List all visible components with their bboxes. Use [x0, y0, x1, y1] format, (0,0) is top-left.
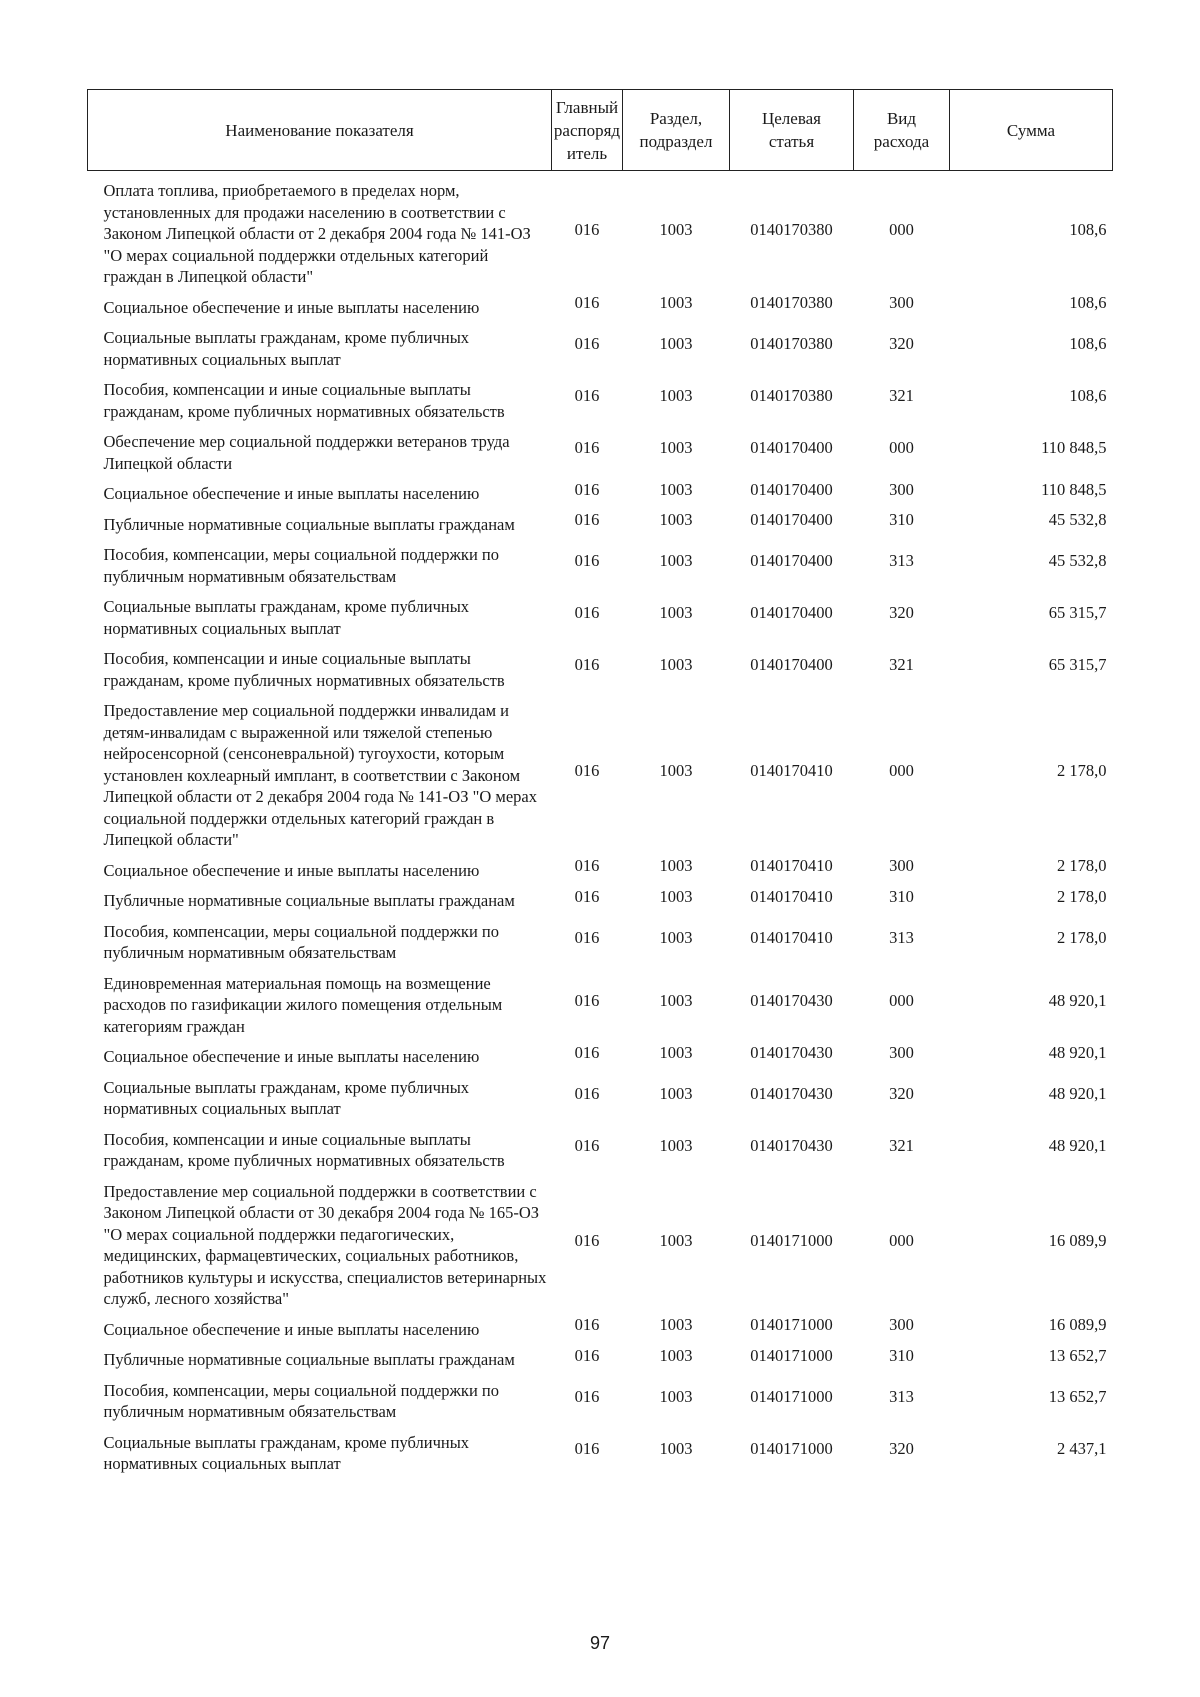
row-section-cell: 1003	[659, 1438, 693, 1458]
row-article-cell: 0140170430	[750, 1083, 833, 1103]
table-row	[88, 505, 1113, 536]
row-admin-cell: 016	[574, 1042, 600, 1062]
row-section-cell: 1003	[659, 219, 693, 239]
row-expense-type-cell: 320	[889, 1083, 914, 1103]
row-admin-cell: 016	[574, 551, 600, 571]
row-expense-type-cell: 300	[889, 1315, 914, 1334]
row-admin-cell: 016	[574, 1386, 600, 1406]
row-section-cell: 1003	[659, 1386, 693, 1406]
row-name-cell: Социальное обеспечение и иные выплаты населению	[103, 860, 480, 880]
row-sum-cell: 13 652,7	[1048, 1386, 1107, 1406]
row-expense-type-cell: 300	[889, 479, 914, 499]
row-expense-type-cell: 320	[889, 603, 914, 623]
row-expense-type-cell: 313	[889, 927, 914, 947]
row-expense-type-cell: 310	[889, 510, 914, 529]
row-sum-cell: 45 532,8	[1048, 551, 1107, 571]
row-name-cell: Единовременная материальная помощь на возмещение расходов по газификации жилого помещения отдельным категориям граждан	[103, 973, 503, 1036]
row-section-cell: 1003	[659, 655, 693, 675]
table-row	[88, 370, 1113, 422]
row-sum-cell: 110 848,5	[1041, 438, 1107, 458]
table-row	[88, 1120, 1113, 1172]
row-section-cell: 1003	[659, 1345, 693, 1365]
row-name-cell: Пособия, компенсации, меры социальной поддержки по публичным нормативным обязательствам	[103, 545, 499, 586]
row-sum-cell: 2 178,0	[1057, 856, 1107, 875]
row-admin-cell: 016	[574, 990, 600, 1010]
table-row	[88, 639, 1113, 691]
row-sum-cell: 108,6	[1069, 219, 1107, 239]
row-sum-cell: 13 652,7	[1048, 1345, 1107, 1365]
row-name-cell: Предоставление мер социальной поддержки в соответствии с Законом Липецкой области от 30 декабря 2004 года № 165-ОЗ "О мерах социальной поддержки педагогических, медицинских, фармацевтических, социальных работников, работников культуры и искусства, специалистов ветеринарных служб, лесного хозяйства"	[103, 1181, 547, 1308]
table-row	[88, 851, 1113, 882]
row-admin-cell: 016	[574, 293, 600, 312]
row-sum-cell: 16 089,9	[1048, 1315, 1107, 1334]
row-name-cell: Публичные нормативные социальные выплаты гражданам	[103, 891, 515, 910]
row-section-cell: 1003	[659, 510, 693, 529]
table-row	[88, 912, 1113, 964]
row-section-cell: 1003	[659, 293, 693, 312]
row-section-cell: 1003	[659, 1083, 693, 1103]
row-admin-cell: 016	[574, 655, 600, 675]
row-section-cell: 1003	[659, 603, 693, 623]
header-section: Раздел, подраздел	[623, 90, 730, 171]
row-sum-cell: 65 315,7	[1048, 603, 1107, 623]
row-article-cell: 0140170380	[750, 293, 833, 312]
row-sum-cell: 108,6	[1069, 334, 1107, 354]
row-admin-cell: 016	[574, 219, 600, 239]
table-row	[88, 1340, 1113, 1371]
row-name-cell: Социальное обеспечение и иные выплаты населению	[103, 1047, 480, 1066]
row-sum-cell: 48 920,1	[1048, 990, 1107, 1010]
row-article-cell: 0140170410	[750, 761, 833, 780]
row-sum-cell: 48 920,1	[1048, 1135, 1107, 1155]
row-article-cell: 0140170430	[750, 1135, 833, 1155]
row-article-cell: 0140170400	[750, 479, 833, 499]
row-section-cell: 1003	[659, 1315, 693, 1334]
row-name-cell: Пособия, компенсации и иные социальные выплаты гражданам, кроме публичных нормативных обязательств	[103, 380, 505, 421]
row-name-cell: Социальное обеспечение и иные выплаты населению	[103, 484, 480, 503]
row-name-cell: Социальные выплаты гражданам, кроме публичных нормативных социальных выплат	[103, 1077, 470, 1118]
row-expense-type-cell: 000	[889, 219, 914, 239]
row-expense-type-cell: 300	[889, 1042, 914, 1062]
row-section-cell: 1003	[659, 1230, 693, 1250]
row-admin-cell: 016	[574, 927, 600, 947]
table-row	[88, 1172, 1113, 1310]
row-sum-cell: 65 315,7	[1048, 655, 1107, 675]
row-article-cell: 0140170410	[750, 927, 833, 947]
row-name-cell: Оплата топлива, приобретаемого в пределах норм, установленных для продажи населению в соответствии с Законом Липецкой области от 2 декабря 2004 года № 141-ОЗ "О мерах социальной поддержки отдельных категорий граждан в Липецкой области"	[103, 181, 531, 286]
row-sum-cell: 2 178,0	[1057, 886, 1107, 906]
row-article-cell: 0140170400	[750, 438, 833, 458]
row-article-cell: 0140170400	[750, 510, 833, 529]
row-section-cell: 1003	[659, 386, 693, 406]
row-name-cell: Обеспечение мер социальной поддержки ветеранов труда Липецкой области	[103, 432, 510, 473]
table-row	[88, 587, 1113, 639]
table-row	[88, 964, 1113, 1038]
header-article: Целевая статья	[730, 90, 854, 171]
row-expense-type-cell: 000	[889, 990, 914, 1010]
table-row	[88, 318, 1113, 370]
page-number: 97	[589, 1633, 611, 1653]
row-name-cell: Пособия, компенсации и иные социальные выплаты гражданам, кроме публичных нормативных обязательств	[103, 1129, 505, 1170]
row-admin-cell: 016	[574, 886, 600, 906]
row-section-cell: 1003	[659, 856, 693, 875]
table-row	[88, 474, 1113, 505]
row-section-cell: 1003	[659, 438, 693, 458]
row-name-cell: Социальные выплаты гражданам, кроме публичных нормативных социальных выплат	[103, 328, 470, 369]
row-sum-cell: 2 178,0	[1057, 927, 1107, 947]
row-sum-cell: 108,6	[1069, 293, 1107, 312]
row-article-cell: 0140171000	[750, 1345, 833, 1365]
row-sum-cell: 2 178,0	[1057, 761, 1107, 780]
table-row	[88, 535, 1113, 587]
header-name: Наименование показателя	[88, 90, 552, 171]
header-expense-type: Вид расхода	[854, 90, 950, 171]
row-admin-cell: 016	[574, 856, 600, 875]
row-article-cell: 0140170400	[750, 551, 833, 571]
row-section-cell: 1003	[659, 927, 693, 947]
row-section-cell: 1003	[659, 761, 693, 780]
row-admin-cell: 016	[574, 1135, 600, 1155]
row-article-cell: 0140170430	[750, 1042, 833, 1062]
table-row	[88, 1310, 1113, 1341]
row-admin-cell: 016	[574, 479, 600, 499]
row-sum-cell: 48 920,1	[1048, 1042, 1107, 1062]
row-expense-type-cell: 310	[889, 886, 914, 906]
row-sum-cell: 16 089,9	[1048, 1230, 1107, 1250]
row-name-cell: Пособия, компенсации, меры социальной поддержки по публичным нормативным обязательствам	[103, 921, 499, 962]
row-expense-type-cell: 310	[889, 1345, 914, 1365]
row-admin-cell: 016	[574, 1345, 600, 1365]
row-admin-cell: 016	[574, 510, 600, 529]
table-row	[88, 288, 1113, 319]
row-name-cell: Социальные выплаты гражданам, кроме публичных нормативных социальных выплат	[103, 1432, 470, 1473]
row-expense-type-cell: 321	[889, 1135, 914, 1155]
row-expense-type-cell: 313	[889, 1386, 914, 1406]
row-article-cell: 0140171000	[750, 1315, 833, 1334]
row-admin-cell: 016	[574, 438, 600, 458]
row-expense-type-cell: 320	[889, 334, 914, 354]
row-admin-cell: 016	[574, 1438, 600, 1458]
table-row	[88, 1371, 1113, 1423]
row-name-cell: Публичные нормативные социальные выплаты гражданам	[103, 514, 515, 534]
row-section-cell: 1003	[659, 1042, 693, 1062]
row-section-cell: 1003	[659, 334, 693, 354]
row-admin-cell: 016	[574, 1230, 600, 1250]
row-article-cell: 0140170380	[750, 386, 833, 406]
row-section-cell: 1003	[659, 551, 693, 571]
row-admin-cell: 016	[574, 386, 600, 406]
row-name-cell: Социальное обеспечение и иные выплаты населению	[103, 1319, 480, 1339]
row-section-cell: 1003	[659, 1135, 693, 1155]
row-name-cell: Социальное обеспечение и иные выплаты населению	[103, 297, 480, 317]
row-article-cell: 0140170380	[750, 334, 833, 354]
row-expense-type-cell: 000	[889, 1230, 914, 1250]
row-section-cell: 1003	[659, 990, 693, 1010]
table-row	[88, 1423, 1113, 1475]
row-expense-type-cell: 300	[889, 856, 914, 875]
header-admin: Главный распоряд итель	[552, 90, 623, 171]
row-admin-cell: 016	[574, 334, 600, 354]
row-article-cell: 0140171000	[750, 1438, 833, 1458]
row-article-cell: 0140171000	[750, 1230, 833, 1250]
row-sum-cell: 45 532,8	[1048, 510, 1107, 529]
table-row	[88, 1037, 1113, 1068]
row-name-cell: Предоставление мер социальной поддержки инвалидам и детям-инвалидам с выраженной или тяжелой степенью нейросенсорной (сенсоневральной) тугоухости, которым установлен кохлеарный имплант, в соответствии с Законом Липецкой области от 2 декабря 2004 года № 141-ОЗ "О мерах социальной поддержки отдельных категорий граждан в Липецкой области"	[103, 701, 537, 849]
row-article-cell: 0140170380	[750, 219, 833, 239]
row-section-cell: 1003	[659, 479, 693, 499]
table-row	[88, 1068, 1113, 1120]
budget-table	[87, 89, 1113, 1475]
table-body	[88, 171, 1113, 1475]
row-name-cell: Пособия, компенсации и иные социальные выплаты гражданам, кроме публичных нормативных обязательств	[103, 649, 505, 690]
row-section-cell: 1003	[659, 886, 693, 906]
row-admin-cell: 016	[574, 1083, 600, 1103]
row-expense-type-cell: 313	[889, 551, 914, 571]
row-expense-type-cell: 321	[889, 655, 914, 675]
row-expense-type-cell: 300	[889, 293, 914, 312]
row-name-cell: Социальные выплаты гражданам, кроме публичных нормативных социальных выплат	[103, 597, 470, 638]
row-expense-type-cell: 320	[889, 1438, 914, 1458]
row-article-cell: 0140170400	[750, 655, 833, 675]
row-admin-cell: 016	[574, 761, 600, 780]
row-name-cell: Публичные нормативные социальные выплаты гражданам	[103, 1350, 515, 1369]
row-admin-cell: 016	[574, 1315, 600, 1334]
row-sum-cell: 48 920,1	[1048, 1083, 1107, 1103]
row-sum-cell: 108,6	[1069, 386, 1107, 406]
row-sum-cell: 2 437,1	[1057, 1438, 1107, 1458]
table-row	[88, 171, 1113, 288]
row-article-cell: 0140170400	[750, 603, 833, 623]
row-article-cell: 0140170410	[750, 856, 833, 875]
row-expense-type-cell: 000	[889, 438, 914, 458]
row-article-cell: 0140171000	[750, 1386, 833, 1406]
row-admin-cell: 016	[574, 603, 600, 623]
table-row	[88, 691, 1113, 851]
header-sum: Сумма	[950, 90, 1113, 171]
table-header-row	[88, 90, 1113, 171]
row-article-cell: 0140170430	[750, 990, 833, 1010]
row-expense-type-cell: 000	[889, 761, 914, 780]
table-row	[88, 422, 1113, 474]
row-expense-type-cell: 321	[889, 386, 914, 406]
row-article-cell: 0140170410	[750, 886, 833, 906]
row-name-cell: Пособия, компенсации, меры социальной поддержки по публичным нормативным обязательствам	[103, 1380, 499, 1421]
row-sum-cell: 110 848,5	[1041, 479, 1107, 499]
table-row	[88, 881, 1113, 912]
